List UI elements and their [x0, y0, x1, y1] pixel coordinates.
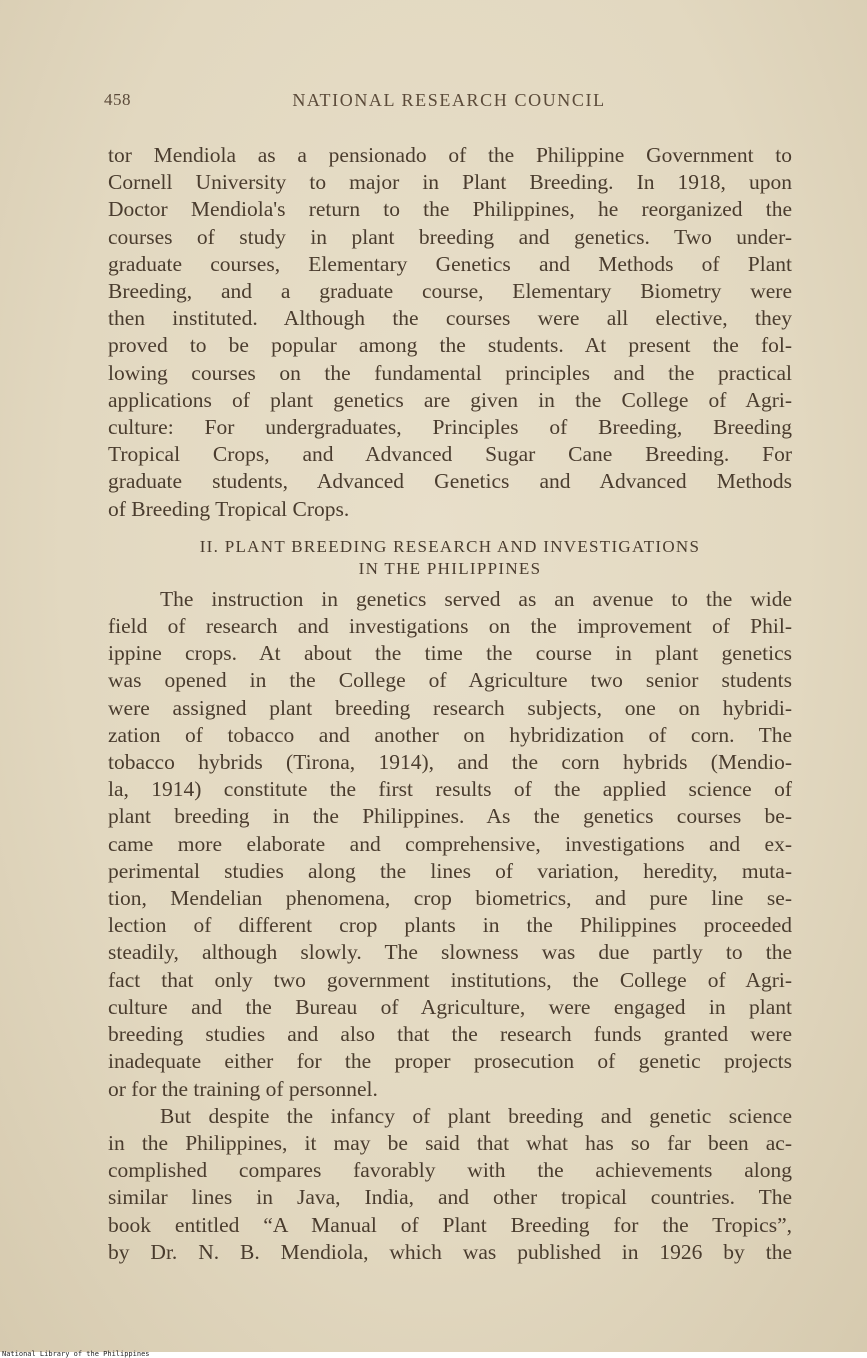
text-line: graduate courses, Elementary Genetics and Methods of Plant [108, 251, 792, 276]
text-line: book entitled “A Manual of Plant Breeding for the Tropics”, [108, 1212, 792, 1237]
library-attribution: National Library of the Philippines [2, 1350, 150, 1358]
running-head: NATIONAL RESEARCH COUNCIL [292, 90, 606, 110]
text-line: zation of tobacco and another on hybridization of corn. The [108, 722, 792, 747]
text-line: then instituted. Although the courses were all elective, they [108, 306, 792, 331]
text-line: field of research and investigations on the improvement of Phil- [108, 614, 792, 639]
text-line: ippine crops. At about the time the course in plant genetics [108, 641, 792, 666]
text-line: culture: For undergraduates, Principles of Breeding, Breeding [108, 415, 792, 440]
text-line: plant breeding in the Philippines. As the genetics courses be- [108, 804, 792, 829]
text-line: breeding studies and also that the research funds granted were [108, 1022, 792, 1047]
text-line: courses of study in plant breeding and genetics. Two under- [108, 224, 792, 249]
text-line: lowing courses on the fundamental principles and the practical [108, 360, 792, 385]
section-heading-line-1: II. PLANT BREEDING RESEARCH AND INVESTIGATIONS [199, 536, 701, 556]
text-line: Tropical Crops, and Advanced Sugar Cane Breeding. For [108, 442, 792, 467]
text-line: steadily, although slowly. The slowness was due partly to the [108, 940, 792, 965]
section-heading-line-2: IN THE PHILIPPINES [358, 558, 542, 578]
text-line: tor Mendiola as a pensionado of the Philippine Government to [108, 143, 792, 167]
text-line: The instruction in genetics served as an avenue to the wide [160, 586, 792, 611]
paragraph-2 [108, 586, 792, 1103]
text-line: Breeding, and a graduate course, Elementary Biometry were [108, 279, 792, 304]
text-line: was opened in the College of Agriculture two senior students [108, 668, 792, 693]
paragraph-3 [108, 1103, 792, 1266]
text-line: la, 1914) constitute the first results of the applied science of [108, 777, 792, 802]
text-line: complished compares favorably with the achievements along [108, 1158, 792, 1183]
text-line: were assigned plant breeding research subjects, one on hybridi- [108, 695, 792, 720]
text-line: or for the training of personnel. [108, 1076, 378, 1101]
text-line: But despite the infancy of plant breeding and genetic science [160, 1103, 792, 1128]
text-line: inadequate either for the proper prosecution of genetic projects [108, 1049, 792, 1074]
text-line: perimental studies along the lines of variation, heredity, muta- [108, 858, 792, 883]
text-line: similar lines in Java, India, and other tropical countries. The [108, 1185, 792, 1210]
text-line: fact that only two government institutions, the College of Agri- [108, 967, 792, 992]
text-line: culture and the Bureau of Agriculture, were engaged in plant [108, 994, 792, 1019]
paragraph-1 [108, 142, 792, 523]
text-line: lection of different crop plants in the Philippines proceeded [108, 913, 792, 938]
text-line: tobacco hybrids (Tirona, 1914), and the corn hybrids (Mendio- [108, 750, 792, 775]
text-line: Doctor Mendiola's return to the Philippines, he reorganized the [108, 197, 792, 222]
body-text [108, 142, 792, 1266]
text-line: applications of plant genetics are given in the College of Agri- [108, 387, 792, 412]
page-header [104, 90, 794, 116]
text-line: tion, Mendelian phenomena, crop biometrics, and pure line se- [108, 886, 792, 911]
text-line: of Breeding Tropical Crops. [108, 496, 350, 521]
text-line: Cornell University to major in Plant Breeding. In 1918, upon [108, 170, 792, 195]
section-heading [108, 536, 792, 580]
page-number: 458 [104, 90, 131, 109]
text-line: in the Philippines, it may be said that what has so far been ac- [108, 1130, 792, 1155]
text-line: came more elaborate and comprehensive, investigations and ex- [108, 831, 792, 856]
text-line: graduate students, Advanced Genetics and Advanced Methods [108, 469, 792, 494]
text-line: proved to be popular among the students. At present the fol- [108, 333, 792, 358]
text-line: by Dr. N. B. Mendiola, which was published in 1926 by the [108, 1239, 792, 1264]
